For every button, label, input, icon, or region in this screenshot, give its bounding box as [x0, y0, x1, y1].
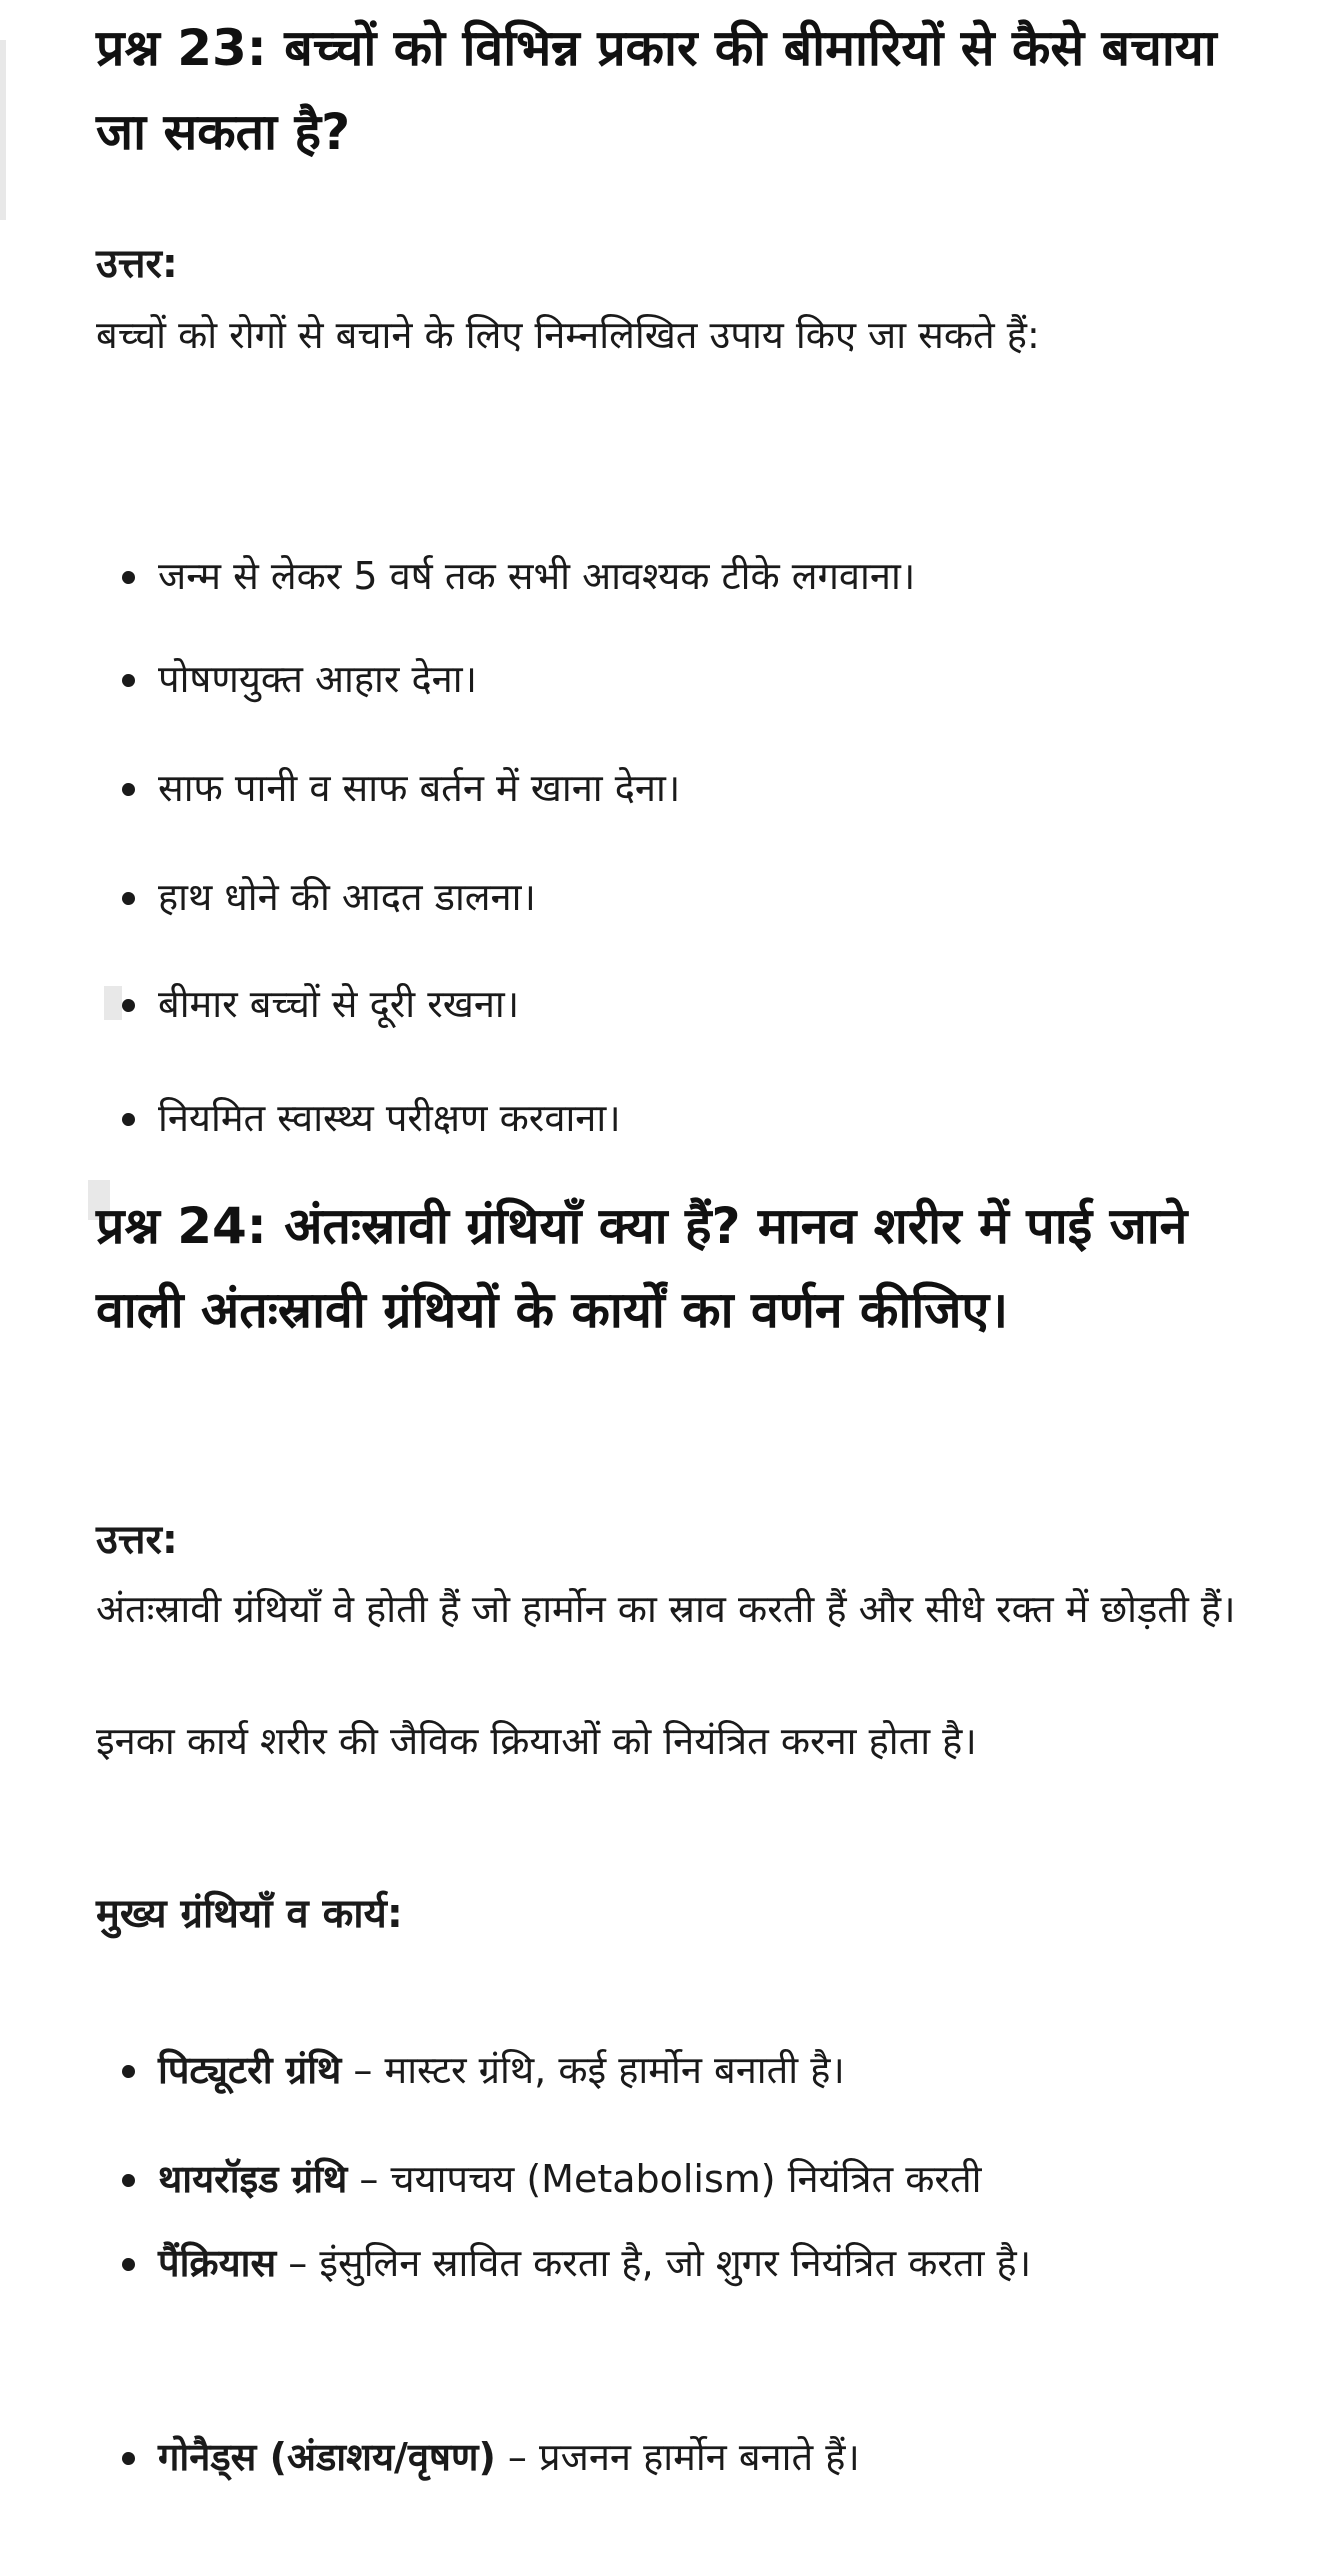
bullet-icon — [122, 783, 135, 796]
list-item-text: साफ पानी व साफ बर्तन में खाना देना। — [158, 766, 681, 810]
gland-desc: – प्रजनन हार्मोन बनाते हैं। — [495, 2435, 860, 2479]
bullet-icon — [122, 1113, 135, 1126]
bullet-icon — [122, 892, 135, 905]
bullet-icon — [122, 674, 135, 687]
answer-23-intro: बच्चों को रोगों से बचाने के लिए निम्नलिखित उपाय किए जा सकते हैं: — [96, 313, 1040, 357]
question-23-heading: प्रश्न 23: बच्चों को विभिन्न प्रकार की बीमारियों से कैसे बचाया जा सकता है? — [96, 19, 1217, 161]
gland-name: थायरॉइड ग्रंथि — [158, 2157, 348, 2201]
list-item-text: पोषणयुक्त आहार देना। — [158, 657, 478, 701]
gland-name: पिट्यूटरी ग्रंथि — [158, 2048, 342, 2092]
gland-name: गोनैड्स (अंडाशय/वृषण) — [158, 2435, 496, 2479]
bullet-icon — [122, 571, 135, 584]
list-item-text: जन्म से लेकर 5 वर्ष तक सभी आवश्यक टीके लगवाना। — [158, 554, 916, 598]
list-item-text: हाथ धोने की आदत डालना। — [158, 875, 536, 919]
answer-24-definition: अंतःस्रावी ग्रंथियाँ वे होती हैं जो हार्मोन का स्राव करती हैं और सीधे रक्त में छोड़ती हैं। — [96, 1587, 1236, 1631]
gland-desc: – चयापचय (Metabolism) नियंत्रित करती — [347, 2157, 982, 2201]
question-24-heading: प्रश्न 24: अंतःस्रावी ग्रंथियाँ क्या हैं? मानव शरीर में पाई जाने वाली अंतःस्रावी ग्रंथियों के कार्यों का वर्णन कीजिए। — [96, 1197, 1188, 1339]
answer-label-23: उत्तर: — [96, 241, 178, 287]
bullet-icon — [122, 2452, 135, 2465]
list-item-text: नियमित स्वास्थ्य परीक्षण करवाना। — [158, 1096, 621, 1140]
bullet-icon — [122, 2258, 135, 2271]
answer-24-function-line: इनका कार्य शरीर की जैविक क्रियाओं को नियंत्रित करना होता है। — [96, 1719, 977, 1763]
scan-edge-mark — [0, 40, 6, 220]
scan-edge-mark — [104, 986, 122, 1020]
gland-name: पैंक्रियास — [158, 2241, 277, 2285]
answer-label-24: उत्तर: — [96, 1517, 178, 1563]
gland-desc: – इंसुलिन स्रावित करता है, जो शुगर नियंत्रित करता है। — [276, 2241, 1032, 2285]
bullet-icon — [122, 2065, 135, 2078]
bullet-icon — [122, 2174, 135, 2187]
gland-desc: – मास्टर ग्रंथि, कई हार्मोन बनाती है। — [341, 2048, 845, 2092]
bullet-icon — [122, 999, 135, 1012]
list-item-text: बीमार बच्चों से दूरी रखना। — [158, 982, 520, 1026]
glands-heading: मुख्य ग्रंथियाँ व कार्य: — [96, 1891, 403, 1937]
